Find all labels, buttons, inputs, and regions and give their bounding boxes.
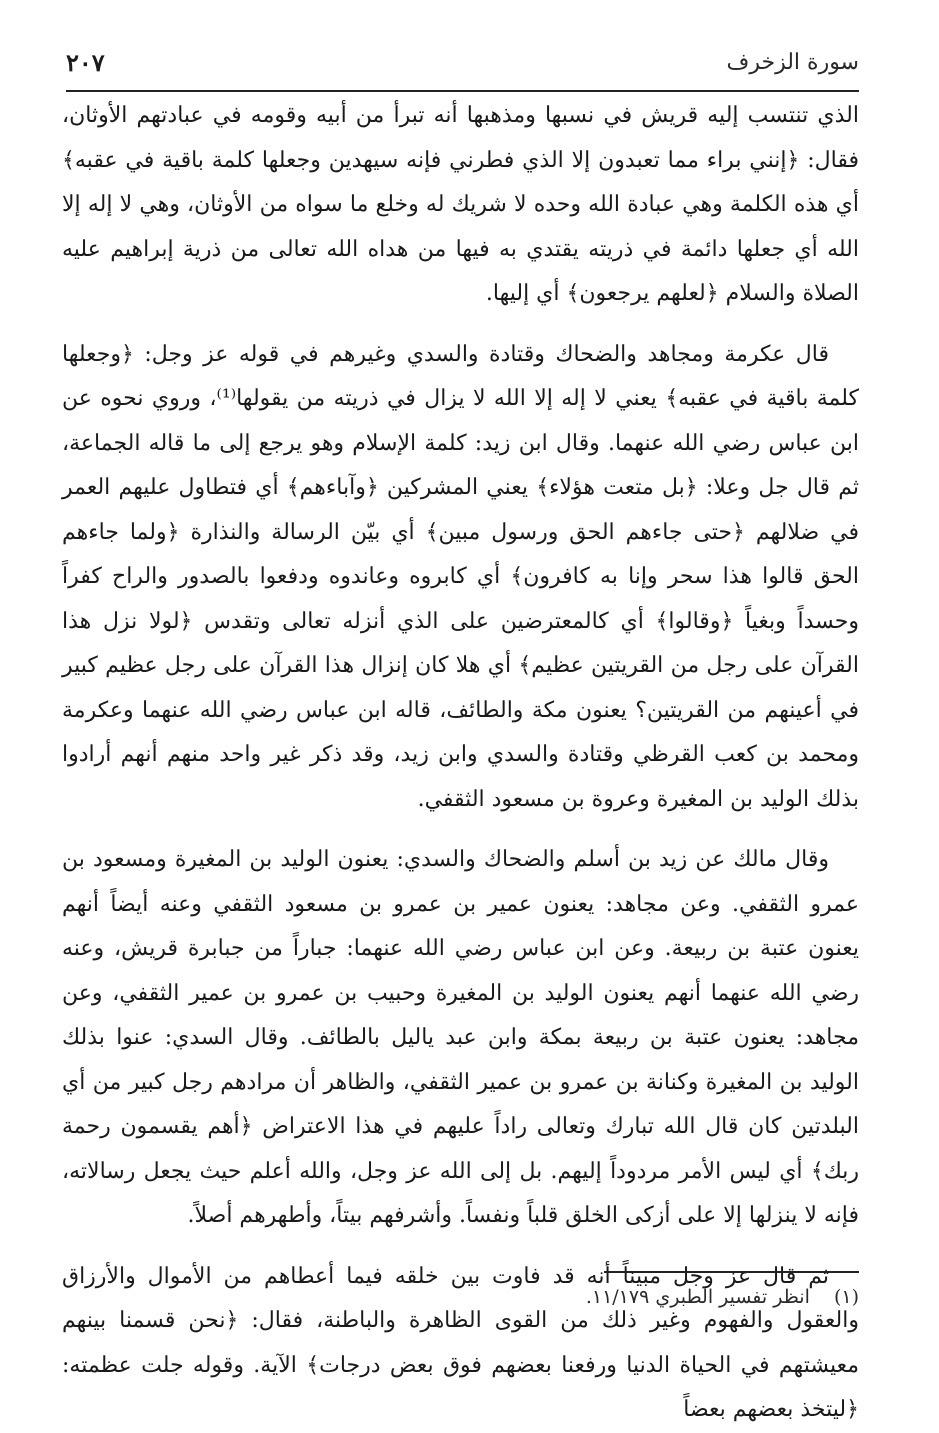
page-number: ٢٠٧ [66,48,105,77]
footnote [300,1286,859,1308]
footnote-number: (١) [833,1286,859,1308]
footnote-text: انظر تفسير الطبري ١١/١٧٩. [585,1286,810,1308]
paragraph-3: وقال مالك عن زيد بن أسلم والضحاك والسدي: يعنون الوليد بن المغيرة ومسعود بن عمرو الثقفي. وعن مجاهد: يعنون عمير بن عمرو بن مسعود الثقفي وعنه أيضاً أنهم يعنون عتبة بن ربيعة. وعن ابن عباس رضي الله عنهما: جباراً من جبابرة قريش، وعنه رضي الله عنهما أنهم يعنون الوليد بن المغيرة وحبيب بن عمرو بن عمير الثقفي، وعن مجاهد: يعنون عتبة بن ربيعة بمكة وابن عبد ياليل بالطائف. وقال السدي: عنوا بذلك الوليد بن المغيرة وكنانة بن عمرو بن عمير الثقفي، والظاهر أن مرادهم رجل كبير من أي البلدتين كان قال الله تبارك وتعالى راداً عليهم في هذا الاعتراض ﴿أهم يقسمون رحمة ربك﴾ أي ليس الأمر مردوداً إليهم. بل إلى الله عز وجل، والله أعلم حيث يجعل رسالاته، فإنه لا ينزلها إلا على أزكى الخلق قلباً ونفساً. وأشرفهم بيتاً، وأطهرهم أصلاً. [62,847,859,1228]
page-header [66,44,859,84]
paragraph-1: الذي تنتسب إليه قريش في نسبها ومذهبها أنه تبرأ من أبيه وقومه في عبادتهم الأوثان، فقال: ﴿إنني براء مما تعبدون إلا الذي فطرني فإنه سيهدين وجعلها كلمة باقية في عقبه﴾ أي هذه الكلمة وهي عبادة الله وحده لا شريك له وخلع ما سواه من الأوثان، وهي لا إله إلا الله أي جعلها دائمة في ذريته يقتدي به فيها من هداه الله تعالى من ذرية إبراهيم عليه الصلاة والسلام ﴿لعلهم يرجعون﴾ أي إليها. [62,103,859,306]
footnote-divider [604,1271,859,1273]
page-body [62,94,859,1433]
paragraph-2: قال عكرمة ومجاهد والضحاك وقتادة والسدي وغيرهم في قوله عز وجل: ﴿وجعلها كلمة باقية في عقبه﴾ يعني لا إله إلا الله لا يزال في ذريته من يقولها⁽¹⁾، وروي نحوه عن ابن عباس رضي الله عنهما. وقال ابن زيد: كلمة الإسلام وهو يرجع إلى ما قاله الجماعة، ثم قال جل وعلا: ﴿بل متعت هؤلاء﴾ يعني المشركين ﴿وآباءهم﴾ أي فتطاول عليهم العمر في ضلالهم ﴿حتى جاءهم الحق ورسول مبين﴾ أي بيّن الرسالة والنذارة ﴿ولما جاءهم الحق قالوا هذا سحر وإنا به كافرون﴾ أي كابروه وعاندوه ودفعوا بالصدور والراح كفراً وحسداً وبغياً ﴿وقالوا﴾ أي كالمعترضين على الذي أنزله تعالى وتقدس ﴿لولا نزل هذا القرآن على رجل من القريتين عظيم﴾ أي هلا كان إنزال هذا القرآن على رجل عظيم كبير في أعينهم من القريتين؟ يعنون مكة والطائف، قاله ابن عباس رضي الله عنهما وعكرمة ومحمد بن كعب القرظي وقتادة والسدي وابن زيد، وقد ذكر غير واحد منهم أنهم أرادوا بذلك الوليد بن المغيرة وعروة بن مسعود الثقفي. [62,341,859,812]
surah-title: سورة الزخرف [726,50,859,75]
paragraph-4: ثم قال عز وجل مبيناً أنه قد فاوت بين خلقه فيما أعطاهم من الأموال والأرزاق والعقول والفهوم وغير ذلك من القوى الظاهرة والباطنة، فقال: ﴿نحن قسمنا بينهم معيشتهم في الحياة الدنيا ورفعنا بعضهم فوق بعض درجات﴾ الآية. وقوله جلت عظمته: ﴿ليتخذ بعضهم بعضاً [62,1263,859,1422]
header-divider [66,90,859,92]
